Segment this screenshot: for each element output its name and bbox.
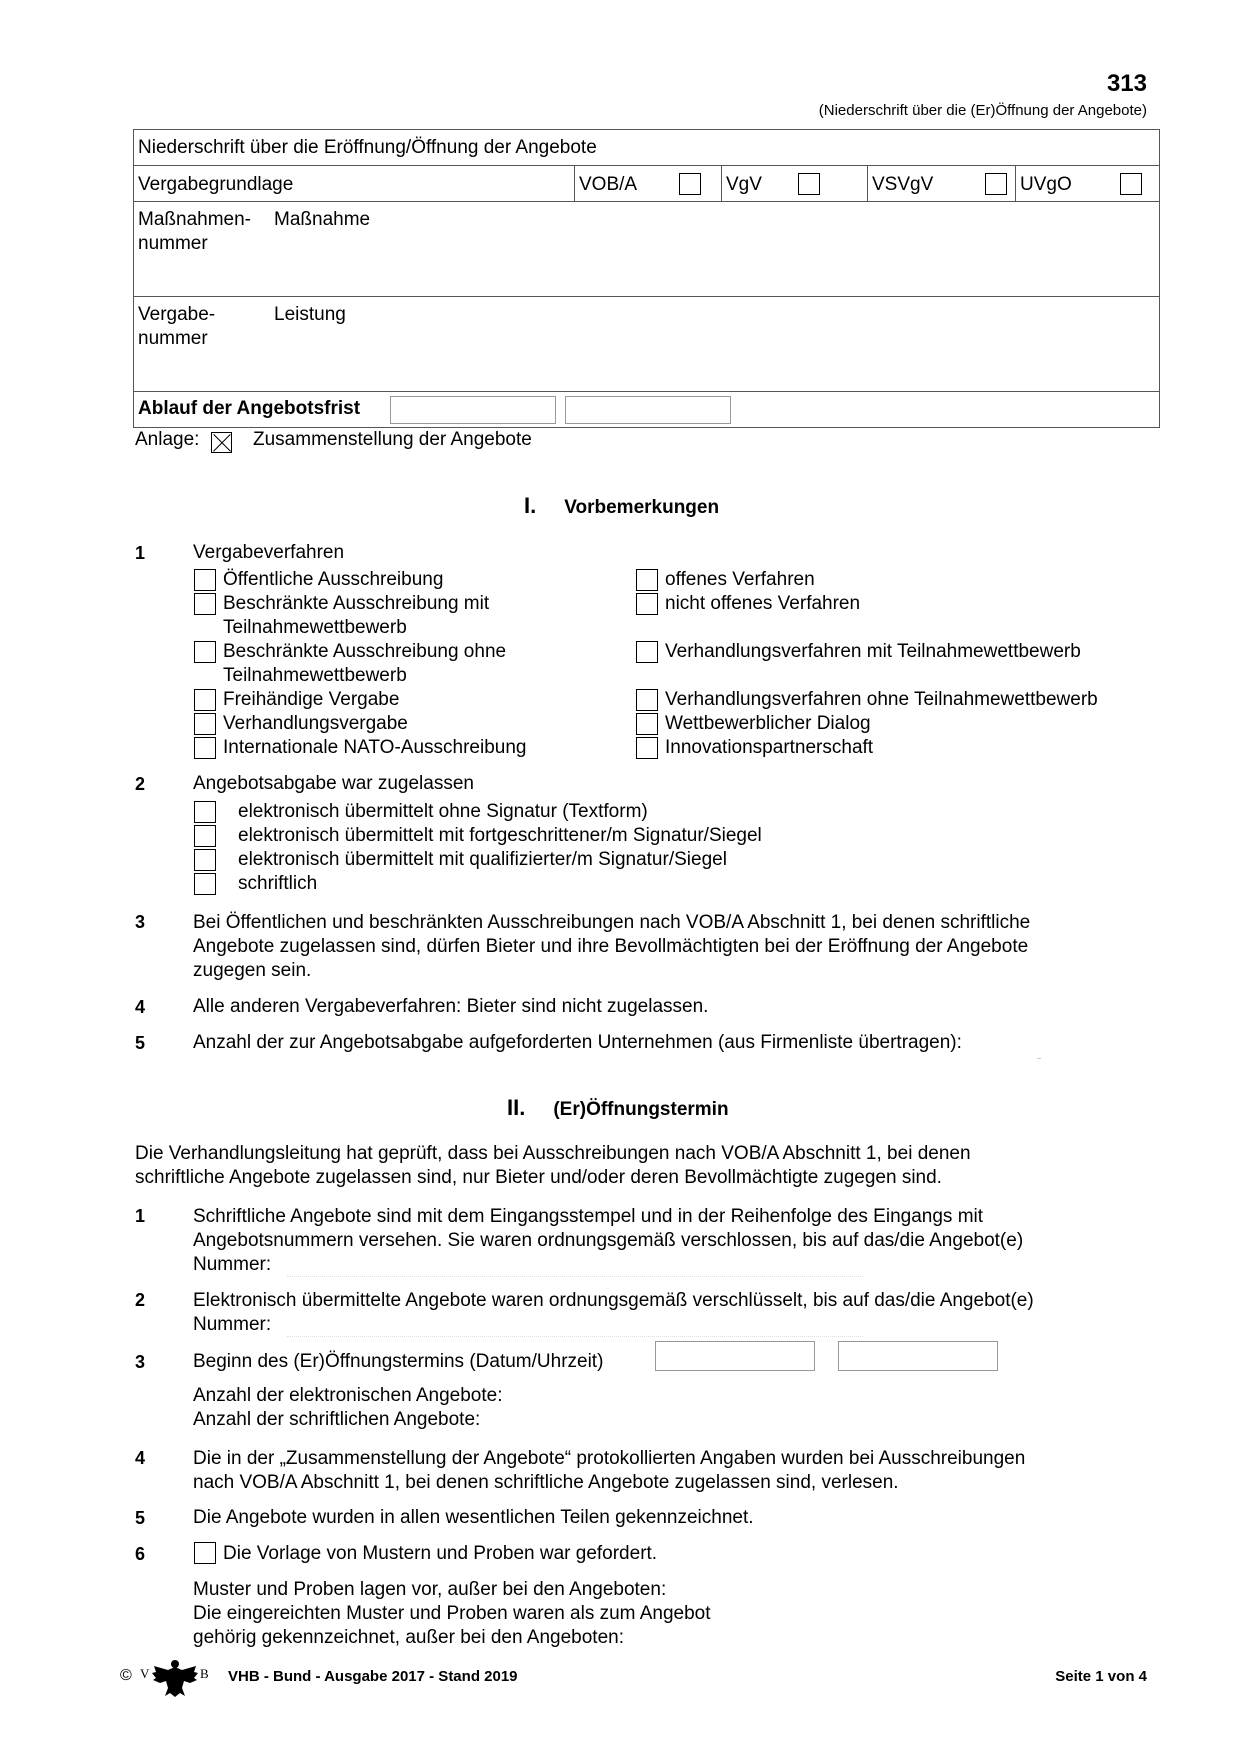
anlage-text: Zusammenstellung der Angebote (253, 429, 532, 450)
anzahl-schriftlich-label: Anzahl der schriftlichen Angebote: (193, 1409, 481, 1430)
vsvgv-checkbox[interactable] (985, 173, 1007, 195)
section-1-title (524, 493, 719, 519)
option-wettbewerblicher-dialog[interactable]: Wettbewerblicher Dialog (636, 712, 1176, 736)
anlage-label: Anlage: (135, 429, 200, 450)
anzahl-unternehmen-field[interactable] (1037, 1036, 1041, 1059)
ablauf-time-field[interactable] (565, 396, 731, 424)
s1-item3-text: Bei Öffentlichen und beschränkten Ausschreibungen nach VOB/A Abschnitt 1, bei denen schriftliche Angebote zugelassen sind, dürfen Bieter und ihre Bevollmächtigten bei der Eröffnung der Angebote zugegen sein. (193, 912, 1031, 981)
option-vgv-label: VgV (726, 174, 762, 195)
section-2-title (507, 1095, 729, 1121)
checkbox[interactable] (194, 849, 216, 871)
s2-item2-nummer-field[interactable] (287, 1316, 863, 1337)
leistung-field[interactable]: Leistung (274, 304, 346, 325)
option-nicht-offenes-verfahren[interactable]: nicht offenes Verfahren (636, 592, 1176, 616)
checkbox[interactable] (636, 737, 658, 759)
checkbox[interactable] (194, 713, 216, 735)
muster-proben-checkbox[interactable] (194, 1542, 216, 1564)
s2-item6-sub: Muster und Proben lagen vor, außer bei den Angeboten: Die eingereichten Muster und Proben waren als zum Angebot gehörig gekennzeichnet, außer bei den Angeboten: (193, 1579, 711, 1648)
footer-page: Seite 1 von 4 (1055, 1668, 1147, 1685)
checkbox[interactable] (194, 689, 216, 711)
checkbox[interactable] (636, 689, 658, 711)
option-verhandlungsvergabe[interactable]: Verhandlungsvergabe (194, 712, 594, 736)
header-table (133, 129, 1160, 428)
vergabenummer-label: Vergabe- nummer (138, 304, 216, 349)
option-innovationspartnerschaft[interactable]: Innovationspartnerschaft (636, 736, 1176, 760)
option-schriftlich[interactable]: schriftlich (194, 872, 894, 896)
section-2-intro: Die Verhandlungsleitung hat geprüft, dass bei Ausschreibungen nach VOB/A Abschnitt 1, bei denen schriftliche Angebote zugelassen sind, nur Bieter und/oder deren Bevollmächtigte zugegen sind. (135, 1143, 971, 1188)
anzahl-elektronisch-label: Anzahl der elektronischen Angebote: (193, 1385, 503, 1406)
s2-item6-number: 6 (135, 1544, 146, 1564)
vgv-checkbox[interactable] (798, 173, 820, 195)
ablauf-row (134, 392, 1159, 427)
table-title: Niederschrift über die Eröffnung/Öffnung der Angebote (138, 137, 597, 158)
verfahren-left-list (194, 568, 594, 760)
option-ohne-signatur[interactable]: elektronisch übermittelt ohne Signatur (Textform) (194, 800, 894, 824)
s2-item5-text: Die Angebote wurden in allen wesentlichen Teilen gekennzeichnet. (193, 1507, 754, 1528)
vergabegrundlage-row (134, 166, 1159, 202)
s1-item4-number: 4 (135, 997, 146, 1017)
s1-item5-text: Anzahl der zur Angebotsabgabe aufgeforderten Unternehmen (aus Firmenliste übertragen): (193, 1032, 962, 1053)
s1-item3-number: 3 (135, 912, 146, 932)
oeffnungstermin-time-field[interactable] (838, 1341, 998, 1371)
s2-item5-number: 5 (135, 1508, 146, 1528)
s2-item1-nummer-field[interactable] (287, 1256, 863, 1277)
eagle-logo-icon (140, 1656, 210, 1698)
s2-item2-text: Elektronisch übermittelte Angebote waren ordnungsgemäß verschlüsselt, bis auf das/die Angebot(e) Nummer: (193, 1290, 1034, 1335)
option-vsvgv[interactable] (867, 166, 1015, 201)
ablauf-label: Ablauf der Angebotsfrist (138, 398, 361, 419)
option-beschraenkte-ohne[interactable]: Beschränkte Ausschreibung ohne (194, 640, 594, 664)
option-verhandlungsverfahren-mit[interactable]: Verhandlungsverfahren mit Teilnahmewettbewerb (636, 640, 1176, 664)
copyright-symbol: © (120, 1667, 132, 1684)
checkbox[interactable] (636, 569, 658, 591)
form-subtitle: (Niederschrift über die (Er)Öffnung der Angebote) (818, 102, 1147, 119)
option-offenes-verfahren[interactable]: offenes Verfahren (636, 568, 1176, 592)
svg-text:B: B (200, 1666, 209, 1681)
vergabegrundlage-label: Vergabegrundlage (138, 174, 294, 195)
form-number: 313 (1106, 70, 1147, 97)
option-uvgo-label: UVgO (1020, 174, 1072, 195)
option-vsvgv-label: VSVgV (872, 174, 934, 195)
verfahren-right-list (636, 568, 1176, 760)
checkbox[interactable] (194, 593, 216, 615)
option-beschraenkte-mit-cont: Teilnahmewettbewerb (223, 617, 407, 638)
checkbox[interactable] (194, 825, 216, 847)
option-qualifizierte-signatur[interactable]: elektronisch übermittelt mit qualifizierter/m Signatur/Siegel (194, 848, 894, 872)
table-title-row (134, 130, 1159, 166)
checkbox[interactable] (636, 593, 658, 615)
option-voba[interactable] (574, 166, 721, 201)
s1-item5-number: 5 (135, 1033, 146, 1053)
section-2-roman: II. (507, 1095, 526, 1120)
angebotsabgabe-list (194, 800, 894, 896)
checkbox[interactable] (194, 737, 216, 759)
section-2-heading: (Er)Öffnungstermin (553, 1099, 729, 1120)
option-beschraenkte-ohne-cont: Teilnahmewettbewerb (223, 665, 407, 686)
checkbox[interactable] (194, 641, 216, 663)
s2-item1-number: 1 (135, 1206, 146, 1226)
svg-text:V: V (140, 1666, 150, 1681)
vergabe-row (134, 297, 1159, 392)
ablauf-date-field[interactable] (390, 396, 556, 424)
checkbox[interactable] (636, 641, 658, 663)
checkbox[interactable] (636, 713, 658, 735)
checkbox[interactable] (194, 873, 216, 895)
section-1-heading: Vorbemerkungen (564, 497, 720, 518)
option-freihaendige-vergabe[interactable]: Freihändige Vergabe (194, 688, 594, 712)
s1-item1-number: 1 (135, 543, 146, 563)
s2-item3-text: Beginn des (Er)Öffnungstermins (Datum/Uhrzeit) (193, 1351, 604, 1372)
s2-item1-text: Schriftliche Angebote sind mit dem Eingangsstempel und in der Reihenfolge des Eingangs mit Angebotsnummern versehen. Sie waren ordnungsgemäß verschlossen, bis auf das/die Angebot(e) Nummer: (193, 1206, 1024, 1275)
option-verhandlungsverfahren-ohne[interactable]: Verhandlungsverfahren ohne Teilnahmewettbewerb (636, 688, 1176, 712)
checkbox[interactable] (194, 801, 216, 823)
s1-item1-label: Vergabeverfahren (193, 542, 345, 563)
anlage-checkbox[interactable] (211, 432, 232, 453)
option-uvgo[interactable] (1015, 166, 1159, 201)
s2-item3-number: 3 (135, 1352, 146, 1372)
s2-item6-text: Die Vorlage von Mustern und Proben war gefordert. (223, 1543, 658, 1564)
option-fortgeschrittene-signatur[interactable]: elektronisch übermittelt mit fortgeschrittener/m Signatur/Siegel (194, 824, 894, 848)
voba-checkbox[interactable] (679, 173, 701, 195)
massnahmennummer-label: Maßnahmen- nummer (138, 209, 251, 254)
s2-item4-text: Die in der „Zusammenstellung der Angebote“ protokollierten Angaben wurden bei Ausschreibungen nach VOB/A Abschnitt 1, bei denen schriftliche Angebote zugelassen sind, verlesen. (193, 1448, 1026, 1493)
footer-edition: VHB - Bund - Ausgabe 2017 - Stand 2019 (228, 1668, 518, 1685)
spacer (636, 664, 1176, 688)
option-beschraenkte-mit[interactable]: Beschränkte Ausschreibung mit (194, 592, 594, 616)
option-oeffentliche-ausschreibung[interactable]: Öffentliche Ausschreibung (194, 568, 594, 592)
oeffnungstermin-date-field[interactable] (655, 1341, 815, 1371)
s2-item3-sub (193, 1384, 793, 1432)
option-vgv[interactable] (721, 166, 867, 201)
option-voba-label: VOB/A (579, 174, 638, 195)
s2-item2-number: 2 (135, 1290, 146, 1310)
massnahme-field[interactable]: Maßnahme (274, 209, 371, 230)
s2-item4-number: 4 (135, 1448, 146, 1468)
checkbox[interactable] (194, 569, 216, 591)
section-1-roman: I. (524, 493, 537, 518)
spacer (636, 616, 1176, 640)
s1-item2-label: Angebotsabgabe war zugelassen (193, 773, 474, 794)
s1-item4-text: Alle anderen Vergabeverfahren: Bieter sind nicht zugelassen. (193, 996, 709, 1017)
massnahme-row (134, 202, 1159, 297)
uvgo-checkbox[interactable] (1120, 173, 1142, 195)
s1-item2-number: 2 (135, 774, 146, 794)
option-nato-ausschreibung[interactable]: Internationale NATO-Ausschreibung (194, 736, 594, 760)
